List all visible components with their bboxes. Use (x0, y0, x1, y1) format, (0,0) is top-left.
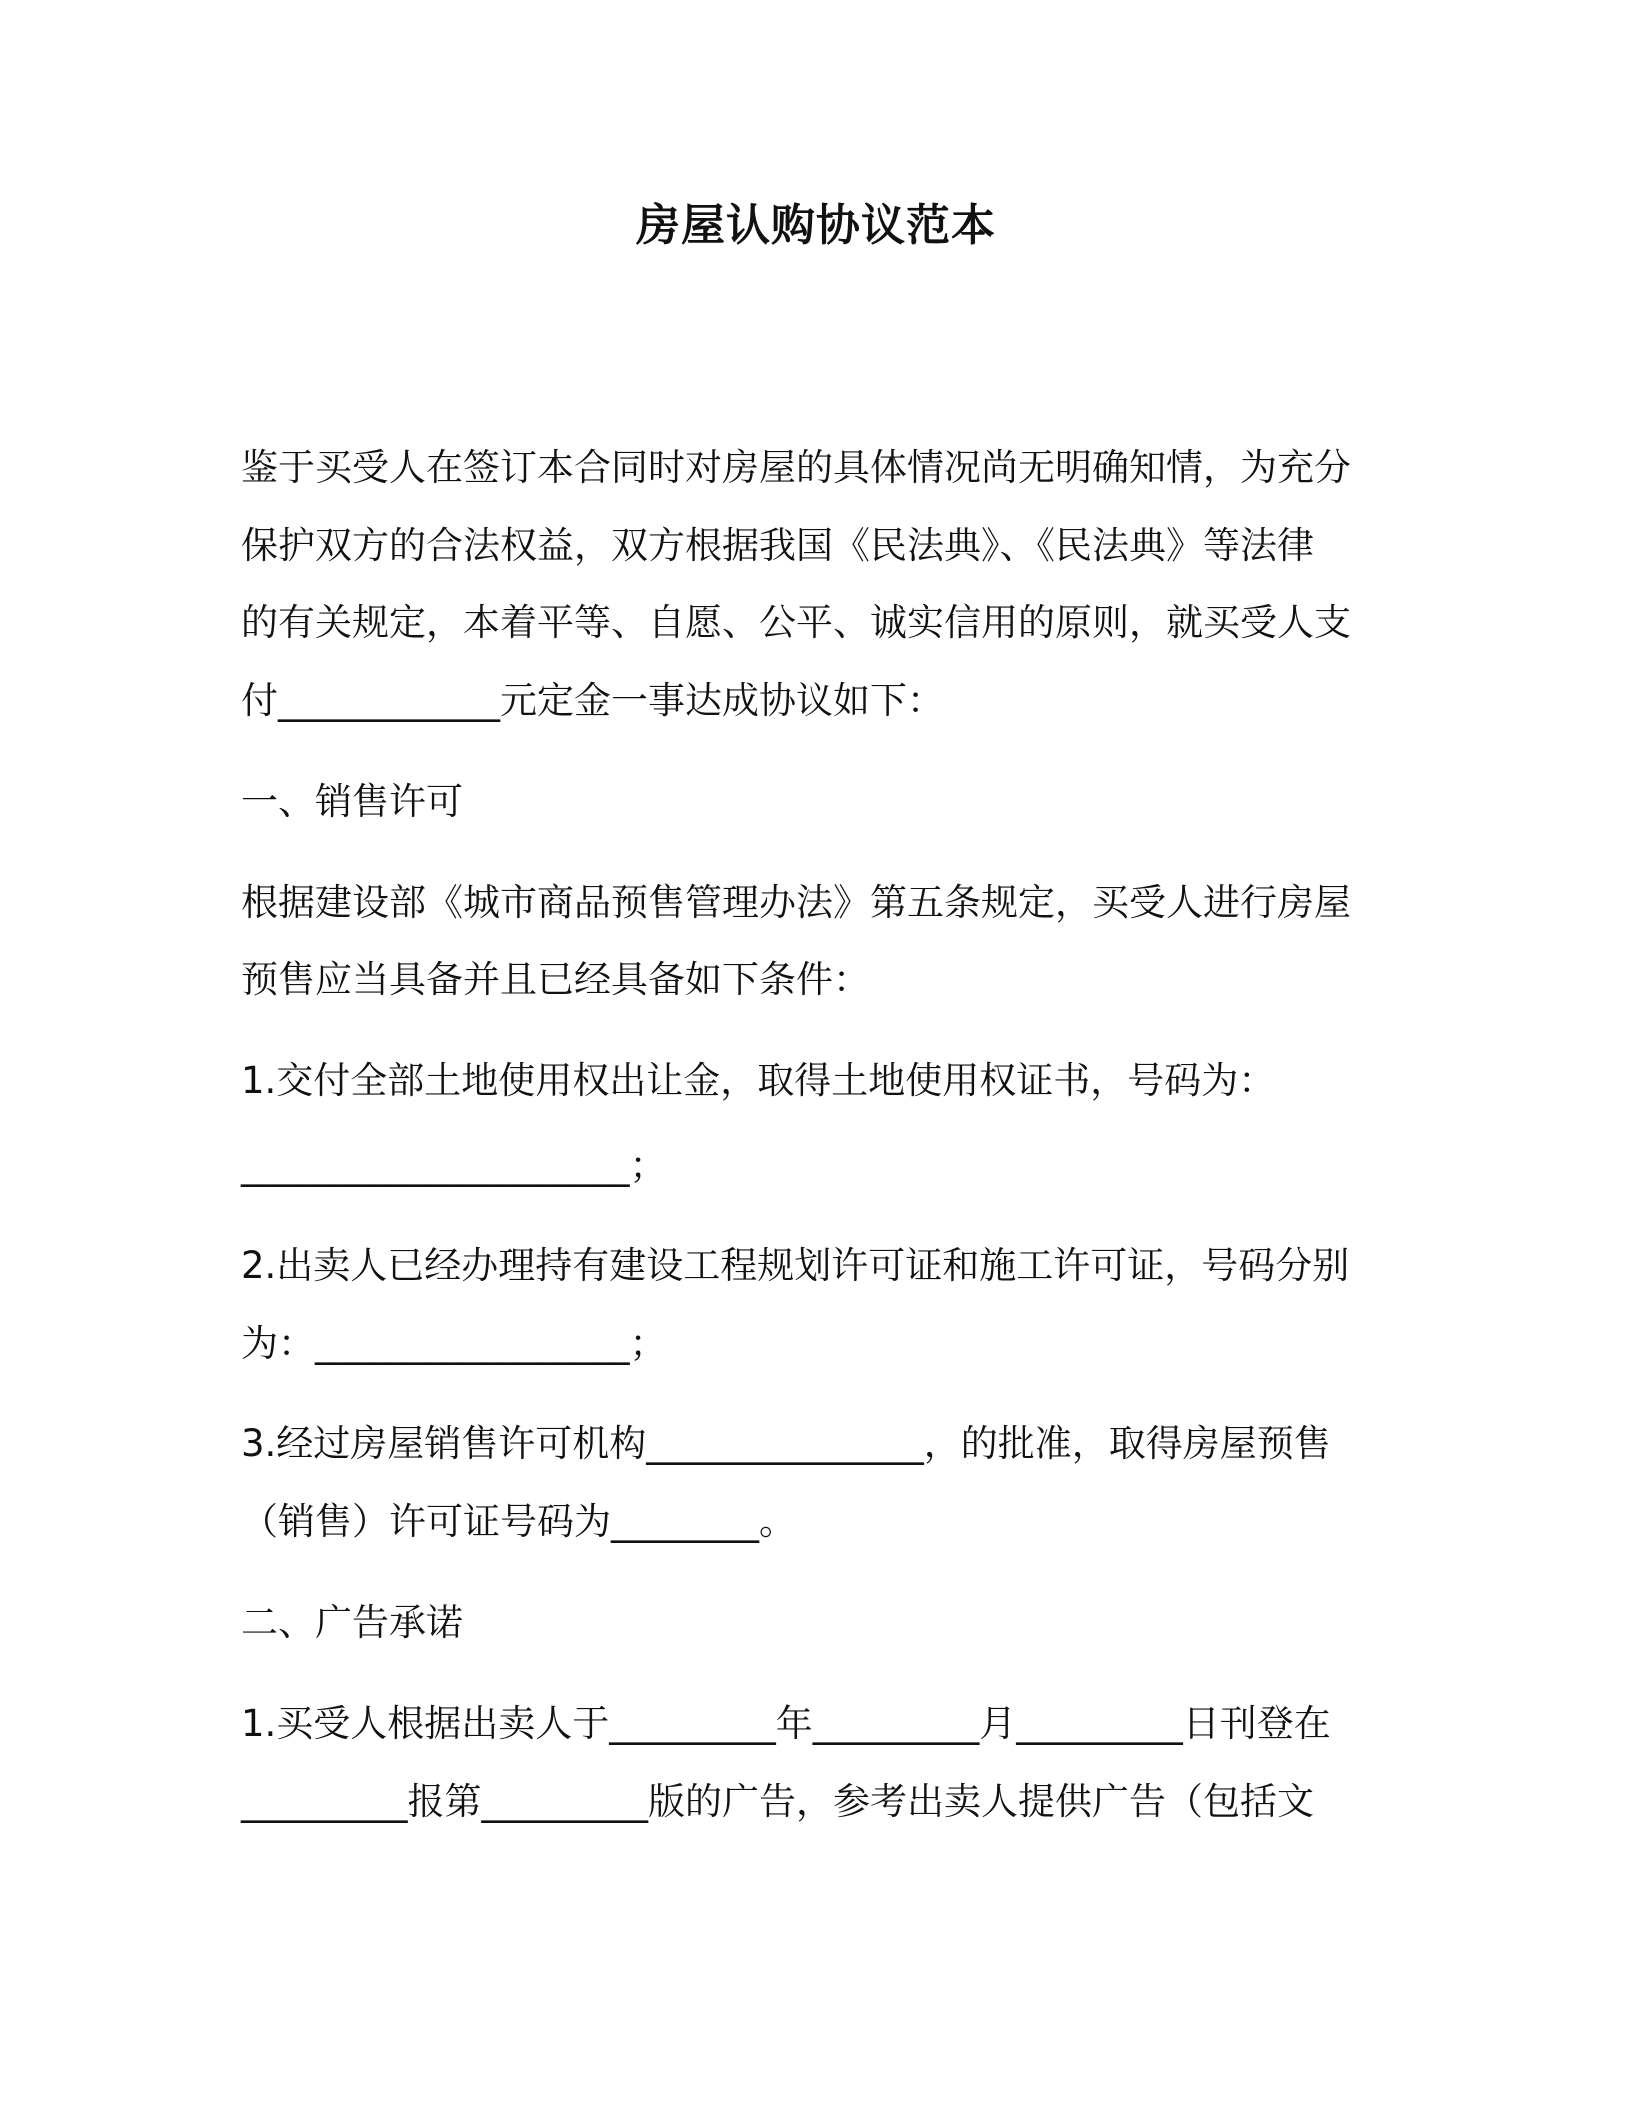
clause-1-line: 1.交付全部土地使用权出让金，取得土地使用权证书，号码为： (241, 1059, 1276, 1102)
clause-3-line: 3.经过房屋销售许可机构_______________，的批准，取得房屋预售 (241, 1422, 1331, 1465)
clause-2-line: 2.出卖人已经办理持有建设工程规划许可证和施工许可证，号码分别 (241, 1244, 1350, 1287)
intro-line-2: 保护双方的合法权益，双方根据我国《民法典》、《民法典》等法律 (241, 524, 1314, 567)
intro-line-4: 付____________元定金一事达成协议如下： (241, 679, 944, 722)
clause-3-line-2: （销售）许可证号码为________。 (241, 1500, 796, 1543)
ad-clause-line: 1.买受人根据出卖人于_________年_________月_________日刊登在 (241, 1702, 1331, 1745)
section-heading-advertising: 二、广告承诺 (241, 1601, 463, 1644)
section-heading-sales-permit: 一、销售许可 (241, 780, 463, 823)
ad-clause-line-2: _________报第_________版的广告，参考出卖人提供广告（包括文 (241, 1780, 1314, 1823)
intro-line-3: 的有关规定，本着平等、自愿、公平、诚实信用的原则，就买受人支 (241, 601, 1351, 644)
document-title: 房屋认购协议范本 (636, 200, 996, 251)
clause-2-blank-line: 为：_________________； (241, 1322, 667, 1365)
paragraph-line: 预售应当具备并且已经具备如下条件： (241, 958, 870, 1001)
paragraph-line: 根据建设部《城市商品预售管理办法》第五条规定，买受人进行房屋 (241, 881, 1351, 924)
intro-line-1: 鉴于买受人在签订本合同时对房屋的具体情况尚无明确知情，为充分 (241, 446, 1351, 489)
clause-1-blank-line: _____________________； (241, 1144, 667, 1187)
